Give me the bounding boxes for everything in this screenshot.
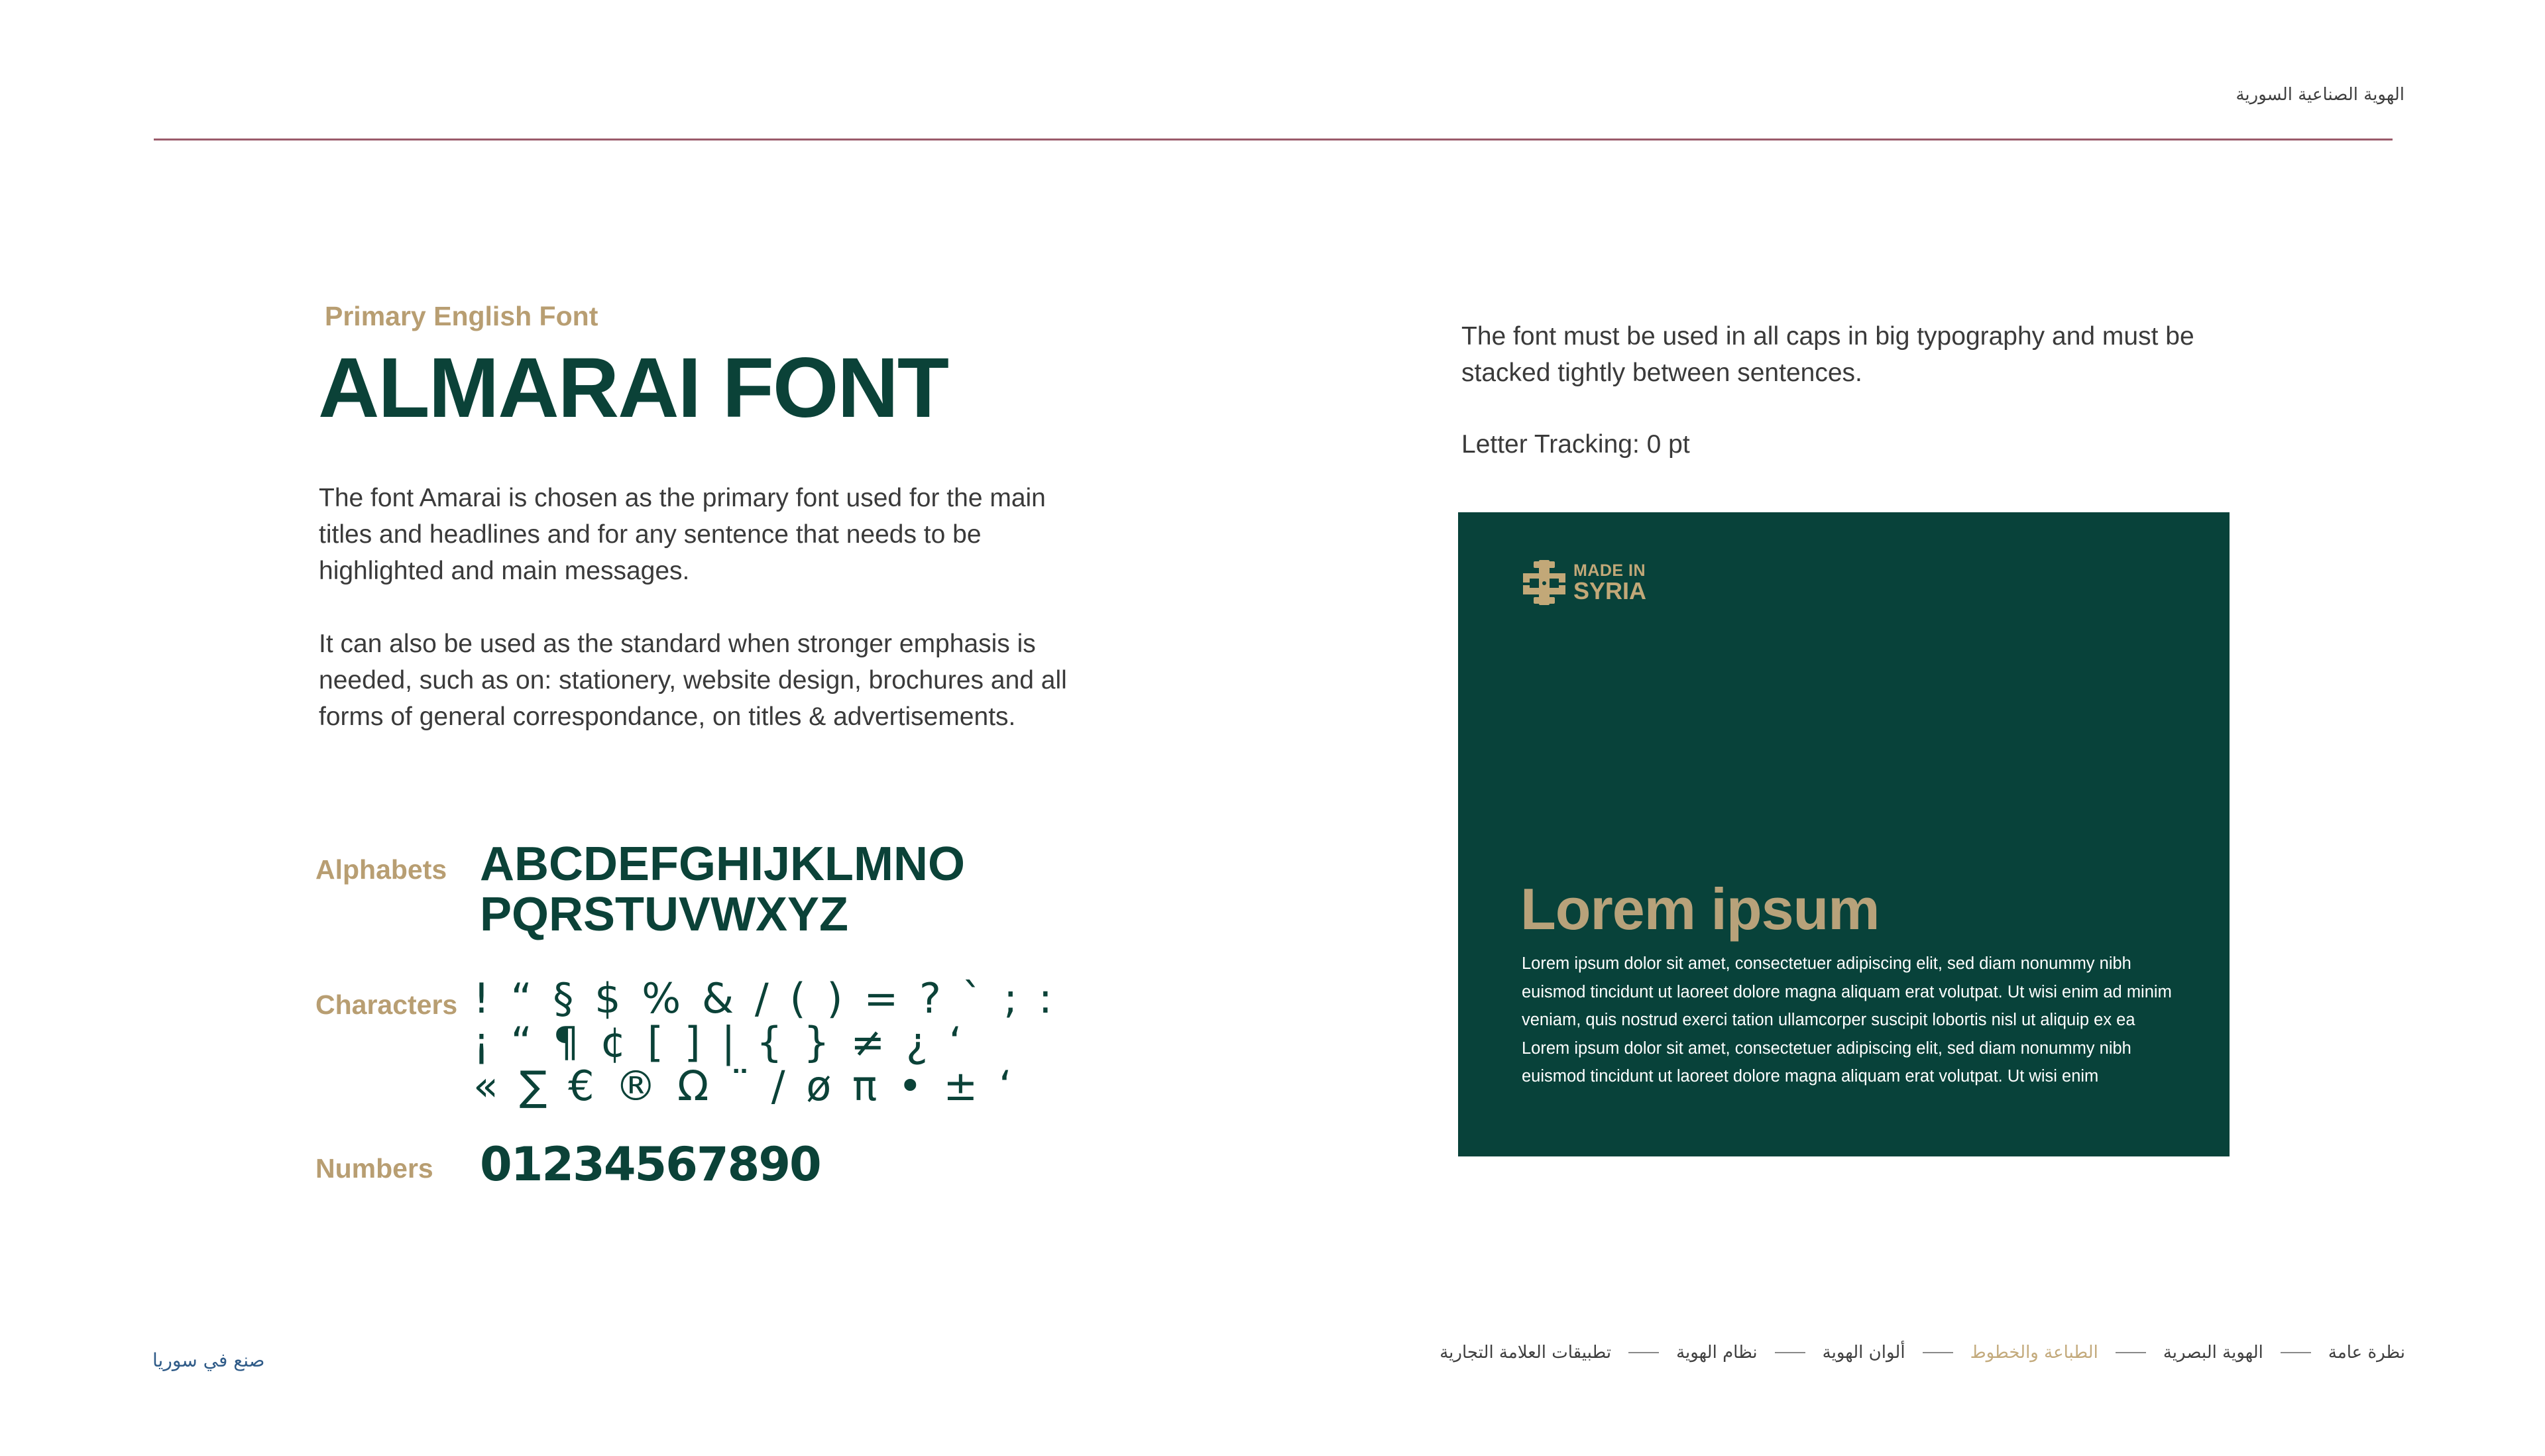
characters-line-3: « ∑ € ® Ω ¨ / ø π • ± ‘ [473,1062,1016,1110]
characters-specimen [473,974,1056,1110]
nav-separator [1628,1352,1659,1353]
nav-separator [2116,1352,2146,1353]
usage-paragraph: It can also be used as the standard when stronger emphasis is needed, such as on: stationery, website design, brochures and all forms of general correspondance, on titles & advertisements. [319,630,1067,731]
header-brand: الهوية الصناعية السورية [2235,85,2404,105]
numbers-label: Numbers [315,1153,433,1184]
sample-panel [1458,512,2230,1156]
page-title: ALMARAI FONT [318,341,948,435]
sample-body: Lorem ipsum dolor sit amet, consectetuer adipiscing elit, sed diam nonummy nibh euismod tincidunt ut laoreet dolore magna aliquam erat volutpat. Ut wisi enim ad minim veniam, quis nostrud exerci tation ullamcorper suscipit lobortis nisl ut aliquip ex ea Lorem ipsum dolor sit amet, consectetuer adipiscing elit, sed diam nonummy nibh euismod tincidunt ut laoreet dolore magna aliquam erat volutpat. Ut wisi enim [1522,954,2172,1086]
numbers-specimen: 01234567890 [480,1137,820,1192]
made-in-syria-emblem-icon [1522,560,1567,605]
logo-wordmark [1573,563,1646,603]
sample-title: Lorem ipsum [1520,876,1880,942]
characters-label: Characters [315,989,458,1020]
nav-identity-colors[interactable]: ألوان الهوية [1822,1343,1905,1363]
footer-tagline: صنع في سوريا [152,1349,265,1371]
letter-tracking: Letter Tracking: 0 pt [1461,430,1690,459]
nav-separator [2281,1352,2311,1353]
characters-line-1: ! “ § $ % & / ( ) = ? ` ; : [473,974,1056,1023]
caps-guideline: The font must be used in all caps in big typography and must be stacked tightly between sentences. [1461,322,2194,387]
nav-visual-identity[interactable]: الهوية البصرية [2163,1343,2263,1363]
nav-identity-system[interactable]: نظام الهوية [1676,1343,1758,1363]
intro-paragraph: The font Amarai is chosen as the primary font used for the main titles and headlines and for any sentence that needs to be highlighted and main messages. [319,484,1046,585]
header-divider [154,139,2393,140]
alphabets-line-1: ABCDEFGHIJKLMNO [480,838,965,891]
nav-typography[interactable]: الطباعة والخطوط [1970,1343,2098,1363]
footer-nav [1440,1343,2405,1363]
nav-brand-applications[interactable]: تطبيقات العلامة التجارية [1440,1343,1612,1363]
alphabets-line-2: PQRSTUVWXYZ [480,888,849,941]
nav-overview[interactable]: نظرة عامة [2328,1343,2405,1363]
logo-line-syria: SYRIA [1573,577,1647,604]
characters-line-2: ¡ “ ¶ ¢ [ ] | { } ≠ ¿ ‘ [473,1018,966,1066]
section-eyebrow: Primary English Font [325,301,598,331]
alphabets-specimen [480,839,1143,940]
made-in-syria-logo [1522,560,1646,605]
alphabets-label: Alphabets [315,854,447,885]
nav-separator [1775,1352,1805,1353]
logo-line-made-in: MADE IN [1573,561,1646,580]
nav-separator [1923,1352,1953,1353]
